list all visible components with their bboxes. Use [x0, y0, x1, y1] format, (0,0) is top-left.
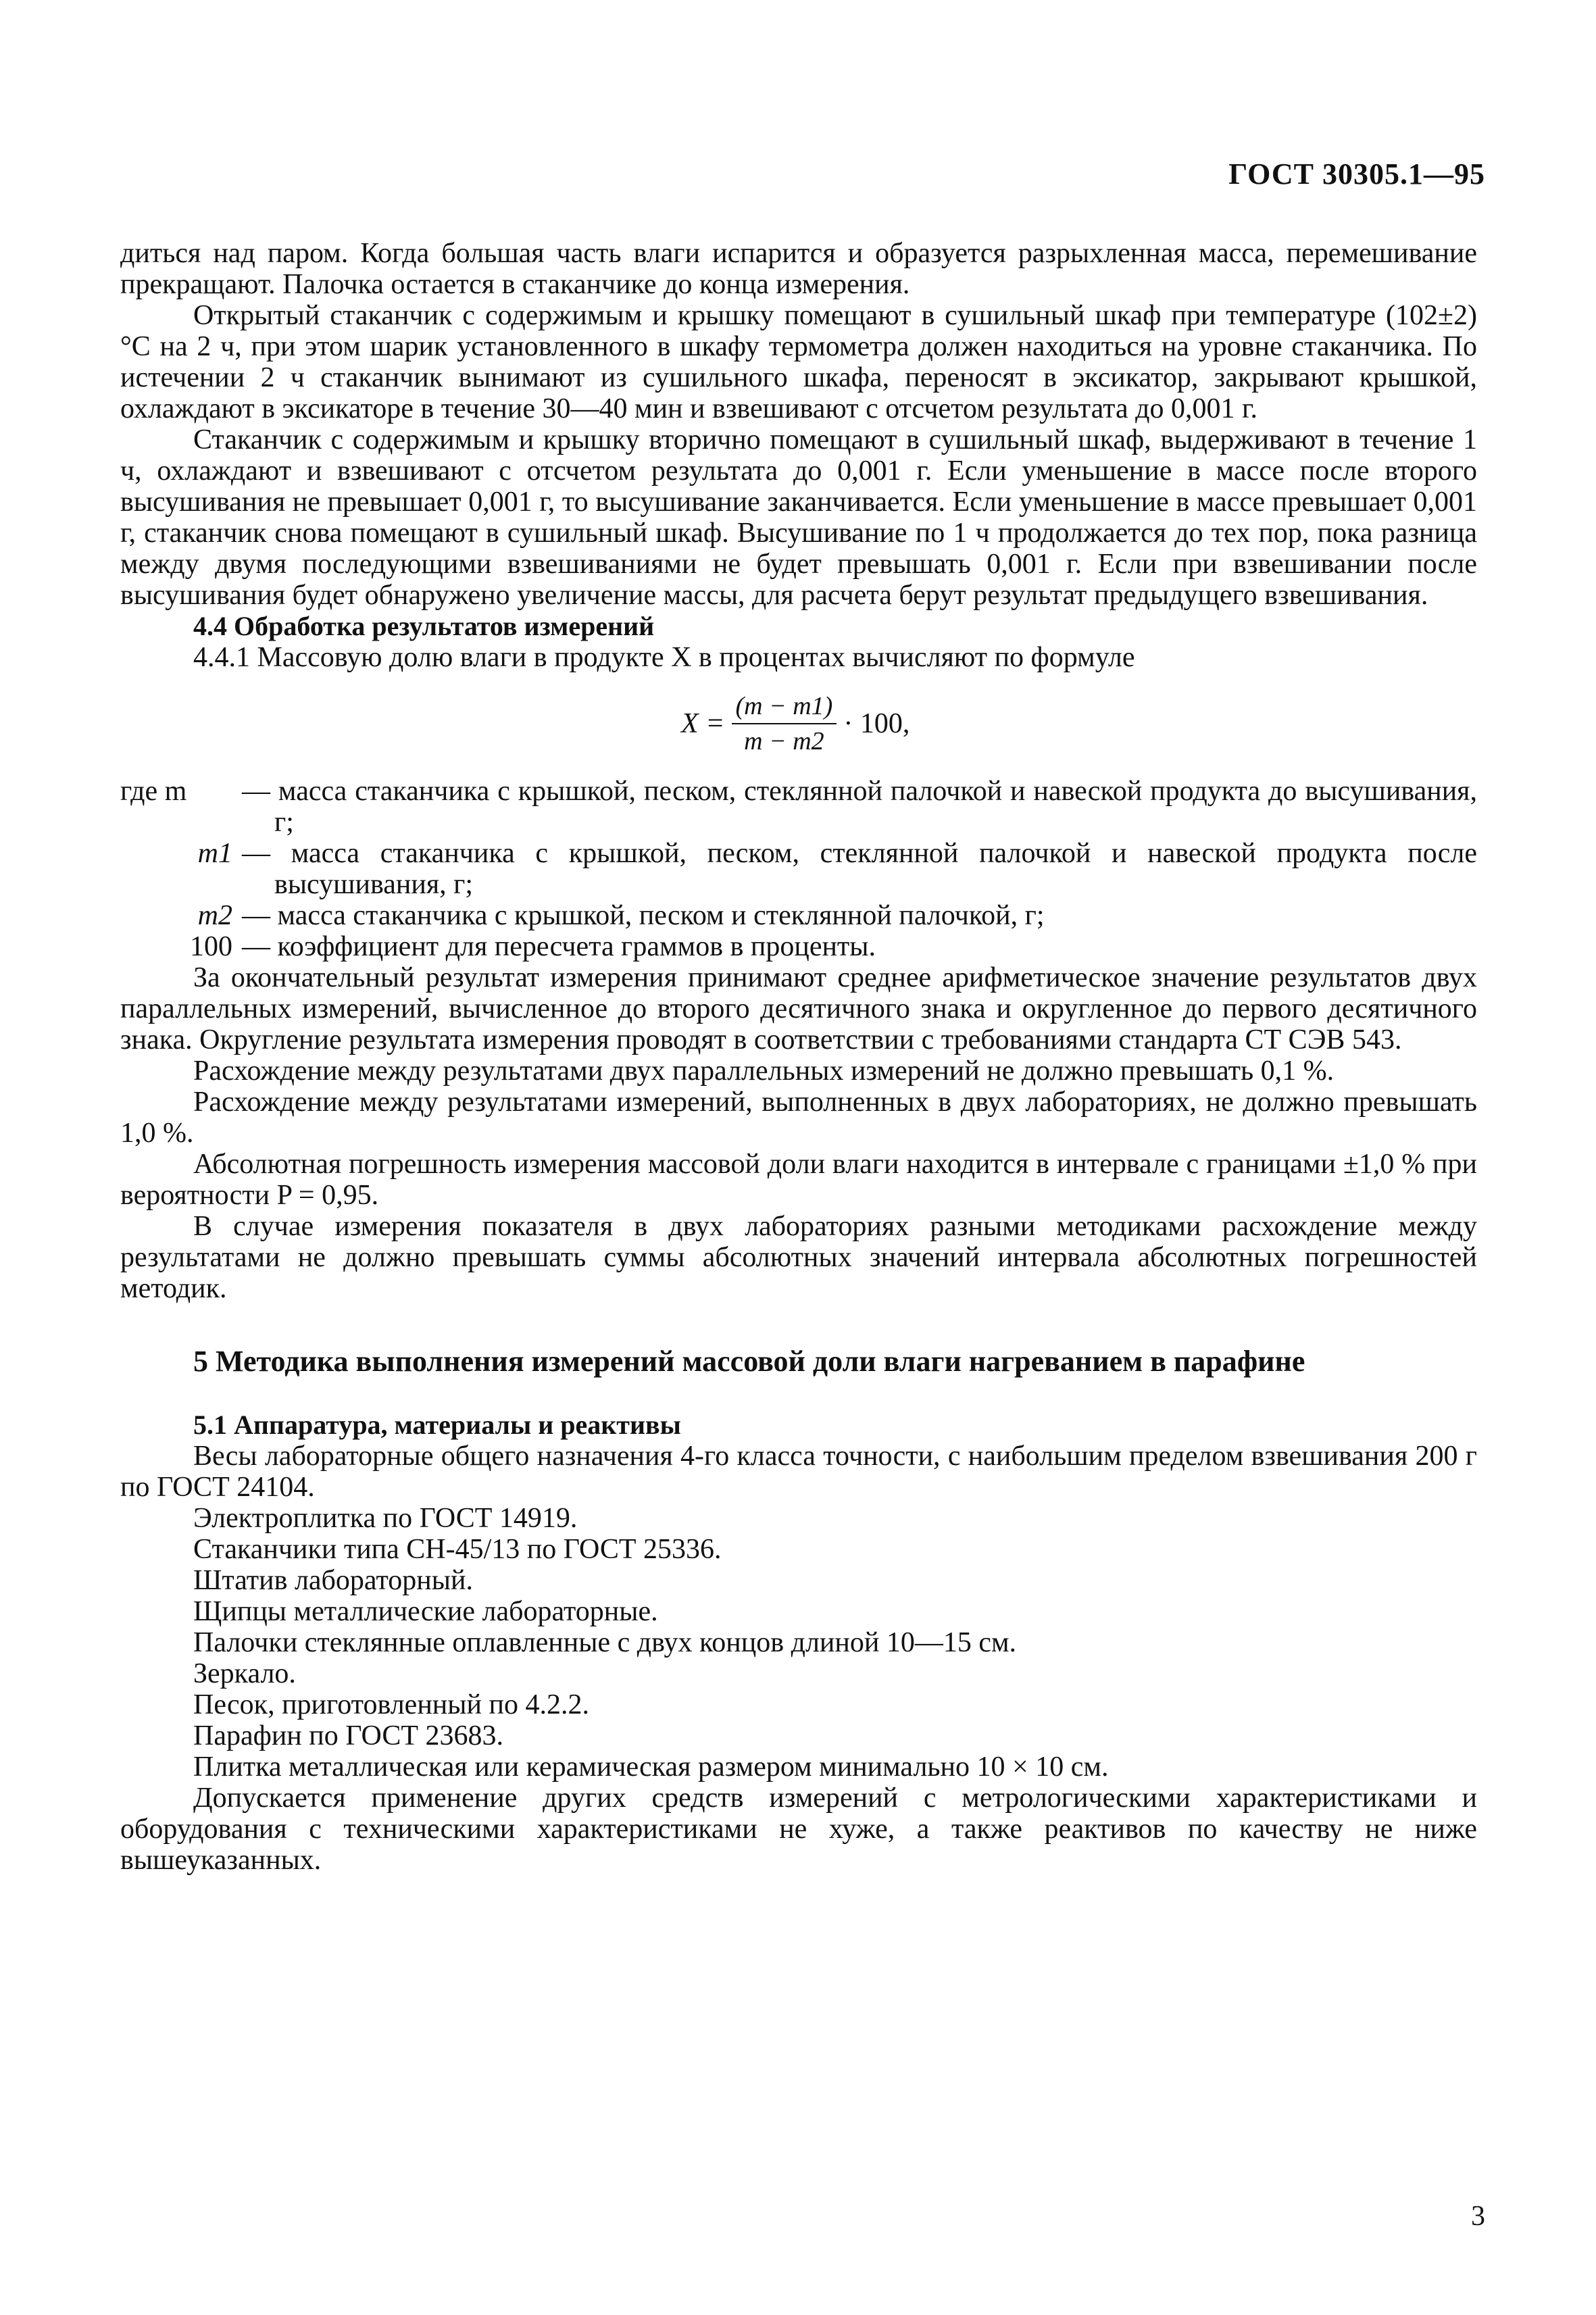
- formula-lhs: X =: [681, 708, 725, 739]
- page-content: [120, 238, 1477, 1876]
- equipment-list: [120, 1503, 1477, 1783]
- legend-text: — масса стаканчика с крышкой, песком, стеклянной палочкой и навеской продукта после высушивания, г;: [242, 838, 1477, 900]
- legend-symbol: m1: [197, 838, 232, 869]
- legend-text: — масса стаканчика с крышкой, песком и стеклянной палочкой, г;: [242, 900, 1045, 931]
- legend-text: — коэффициент для пересчета граммов в проценты.: [242, 931, 876, 962]
- equipment-item: Электроплитка по ГОСТ 14919.: [193, 1503, 578, 1534]
- legend-symbol: где m: [120, 776, 187, 807]
- legend-row: [120, 776, 1477, 838]
- equipment-item: Штатив лабораторный.: [193, 1565, 473, 1596]
- paragraph-continuation: диться над паром. Когда большая часть влаги испарится и образуется разрыхленная масса, перемешивание прекращают. Палочка остается в стаканчике до конца измерения.: [120, 238, 1477, 300]
- equipment-item: Стаканчики типа СН-45/13 по ГОСТ 25336.: [193, 1534, 722, 1565]
- formula-multiplier: · 100,: [843, 708, 910, 739]
- paragraph: Открытый стаканчик с содержимым и крышку помещают в сушильный шкаф при температуре (102±2) °С на 2 ч, при этом шарик установленного в шкафу термометра должен находиться на уровне стаканчика. По истечении 2 ч стаканчик вынимают из сушильного шкафа, переносят в эксикатор, закрывают крышкой, охлаждают в эксикаторе в течение 30—40 мин и взвешивают с отсчетом результата до 0,001 г.: [120, 300, 1477, 424]
- equipment-item: Плитка металлическая или керамическая размером минимально 10 × 10 см.: [193, 1751, 1109, 1783]
- paragraph: В случае измерения показателя в двух лабораториях разными методиками расхождение между результатами не должно превышать суммы абсолютных значений интервала абсолютных погрешностей методик.: [120, 1211, 1477, 1304]
- paragraph: Стаканчик с содержимым и крышку вторично помещают в сушильный шкаф, выдерживают в течение 1 ч, охлаждают и взвешивают с отсчетом результата до 0,001 г. Если уменьшение в массе после второго высушивания не превышает 0,001 г, то высушивание заканчивается. Если уменьшение в массе превышает 0,001 г, стаканчик снова помещают в сушильный шкаф. Высушивание по 1 ч продолжается до тех пор, пока разница между двумя последующими взвешиваниями не будет превышать 0,001 г. Если при взвешивании после высушивания будет обнаружено увеличение массы, для расчета берут результат предыдущего взвешивания.: [120, 424, 1477, 611]
- paragraph: Допускается применение других средств измерений с метрологическими характеристиками и оборудования с техническими характеристиками не хуже, а также реактивов по качеству не ниже вышеуказанных.: [120, 1783, 1477, 1876]
- formula-legend: [120, 776, 1477, 962]
- legend-symbol: 100: [190, 931, 232, 962]
- paragraph: 4.4.1 Массовую долю влаги в продукте X в процентах вычисляют по формуле: [193, 642, 1135, 673]
- paragraph: Расхождение между результатами измерений, выполненных в двух лабораториях, не должно превышать 1,0 %.: [120, 1087, 1477, 1149]
- legend-row: [120, 900, 1477, 931]
- equipment-item: Весы лабораторные общего назначения 4-го класса точности, с наибольшим пределом взвешивания 200 г по ГОСТ 24104.: [120, 1441, 1477, 1503]
- equipment-item: Парафин по ГОСТ 23683.: [193, 1720, 504, 1751]
- document-code-header: ГОСТ 30305.1—95: [1228, 157, 1485, 191]
- section-heading-5-1: 5.1 Аппаратура, материалы и реактивы: [193, 1410, 681, 1440]
- legend-row: [120, 838, 1477, 900]
- equipment-item: Щипцы металлические лабораторные.: [193, 1596, 658, 1627]
- formula-denominator: m − m2: [744, 727, 824, 755]
- formula-numerator: (m − m1): [732, 691, 837, 724]
- paragraph: За окончательный результат измерения принимают среднее арифметическое значение результатов двух параллельных измерений, вычисленное до второго десятичного знака и округленное до первого десятичного знака. Округление результата измерения проводят в соответствии с требованиями стандарта СТ СЭВ 543.: [120, 962, 1477, 1055]
- paragraph: Расхождение между результатами двух параллельных измерений не должно превышать 0,1 %.: [193, 1055, 1335, 1087]
- section-heading-4-4: 4.4 Обработка результатов измерений: [193, 611, 655, 641]
- equipment-item: Песок, приготовленный по 4.2.2.: [193, 1689, 589, 1720]
- equipment-item: Палочки стеклянные оплавленные с двух концов длиной 10—15 см.: [193, 1627, 1017, 1658]
- section-heading-5: 5 Методика выполнения измерений массовой доли влаги нагреванием в парафине: [193, 1345, 1305, 1378]
- equipment-item: Зеркало.: [193, 1658, 296, 1689]
- moisture-formula: [120, 691, 1477, 757]
- legend-row: [120, 931, 1477, 962]
- paragraph: Абсолютная погрешность измерения массовой доли влаги находится в интервале с границами ±1,0 % при вероятности P = 0,95.: [120, 1149, 1477, 1211]
- formula-fraction: [732, 691, 837, 757]
- legend-text: — масса стаканчика с крышкой, песком, стеклянной палочкой и навеской продукта до высушивания, г;: [242, 776, 1477, 838]
- legend-symbol: m2: [197, 900, 232, 931]
- page-number: 3: [1471, 2201, 1485, 2232]
